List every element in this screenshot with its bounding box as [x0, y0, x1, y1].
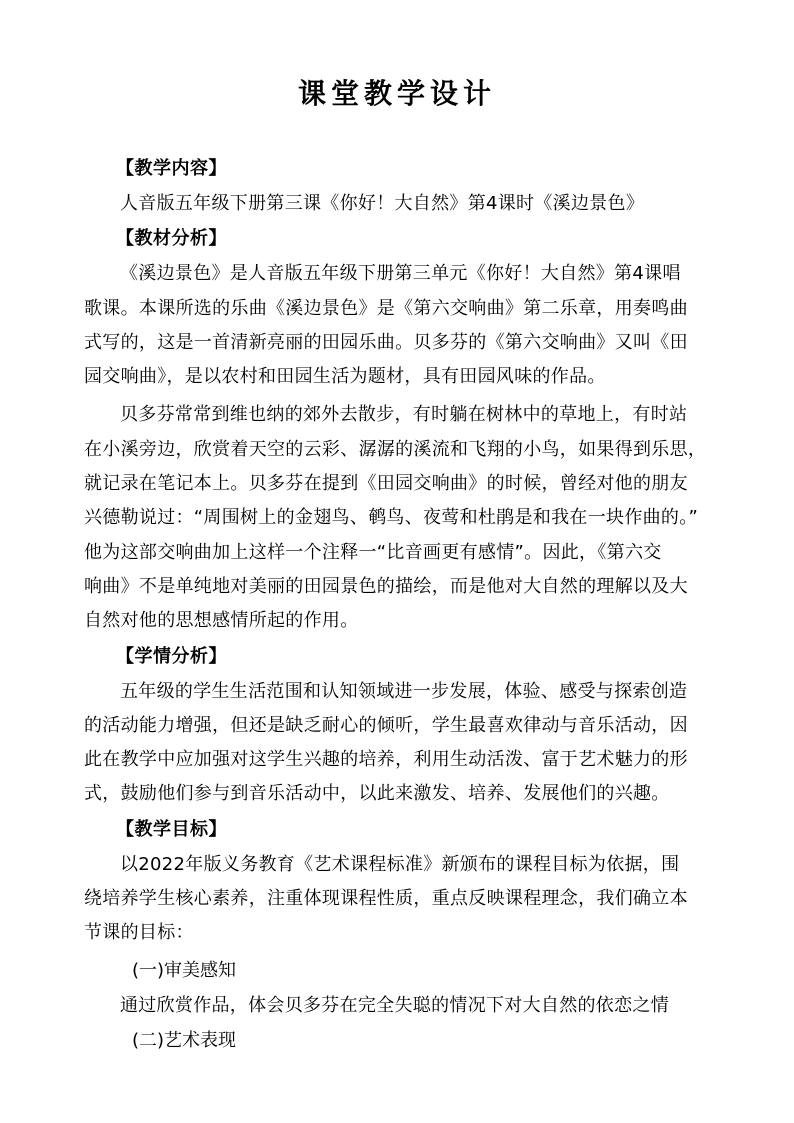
text-line: 他为这部交响曲加上这样一个注释一“比音画更有感情”。因此，《第六交 [84, 541, 662, 563]
text-line: 式写的，这是一首清新亮丽的田园乐曲。贝多芬的《第六交响曲》又叫《田 [84, 331, 688, 353]
learning-paragraph [84, 675, 720, 812]
text-line: 式，鼓励他们参与到音乐活动中，以此来激发、培养、发展他们的兴趣。 [84, 783, 670, 805]
section-heading-learning: 【学情分析】 [116, 645, 227, 667]
document-title: 课堂教学设计 [297, 77, 496, 110]
text-line: 歌课。本课所选的乐曲《溪边景色》是《第六交响曲》第二乐章，用奏鸣曲 [84, 297, 688, 319]
text-line: 节课的目标： [84, 922, 194, 944]
text-line: 人音版五年级下册第三课《你好！大自然》第4课时《溪边景色》 [120, 193, 645, 214]
goals-paragraph [84, 848, 720, 951]
text-line: 绕培养学生核心素养，注重体现课程性质，重点反映课程理念，我们确立本 [84, 888, 688, 910]
document-body [84, 151, 720, 1059]
text-line: 以2022年版义务教育《艺术课程标准》新颁布的课程目标为依据，围 [120, 853, 680, 875]
goal-aesthetic-text [84, 989, 720, 1023]
text-line: 在小溪旁边，欣赏着天空的云彩、潺潺的溪流和飞翔的小鸟，如果得到乐思， [84, 438, 707, 460]
text-line: 自然对他的思想感情所起的作用。 [84, 610, 359, 632]
text-line: 园交响曲》，是以农村和田园生活为题材，具有田园风味的作品。 [84, 366, 606, 388]
text-line: 就记录在笔记本上。贝多芬在提到《田园交响曲》的时候，曾经对他的朋友 [84, 473, 688, 495]
text-line: 贝多芬常常到维也纳的郊外去散步，有时躺在树林中的草地上，有时站 [120, 404, 688, 426]
section-content-text [84, 187, 720, 221]
section-heading-content: 【教学内容】 [116, 158, 227, 179]
goal-subheading-aesthetic: (一)审美感知 [132, 959, 237, 981]
section-heading-goals: 【教学目标】 [116, 818, 227, 840]
goal-subheading-artistic: (二)艺术表现 [132, 1029, 237, 1051]
text-line: 此在教学中应加强对这学生兴趣的培养，利用生动活泼、富于艺术魅力的形 [84, 749, 688, 771]
analysis-paragraph-2 [84, 398, 720, 638]
text-line: 通过欣赏作品，体会贝多芬在完全失聪的情况下对大自然的依恋之情 [120, 994, 669, 1016]
text-line: 响曲》不是单纯地对美丽的田园景色的描绘，而是他对大自然的理解以及大 [84, 575, 688, 597]
text-line: 的活动能力增强，但还是缺乏耐心的倾听，学生最喜欢律动与音乐活动，因 [84, 714, 688, 736]
analysis-paragraph-1 [84, 257, 720, 394]
text-line: 《溪边景色》是人音版五年级下册第三单元《你好！大自然》第4课唱 [120, 263, 681, 285]
text-line: 五年级的学生生活范围和认知领域进一步发展，体验、感受与探索创造 [120, 680, 688, 702]
section-heading-analysis: 【教材分析】 [116, 228, 227, 250]
text-line: 兴德勒说过：“周围树上的金翅鸟、鹌鸟、夜莺和杜鹃是和我在一块作曲的。” [84, 507, 699, 529]
